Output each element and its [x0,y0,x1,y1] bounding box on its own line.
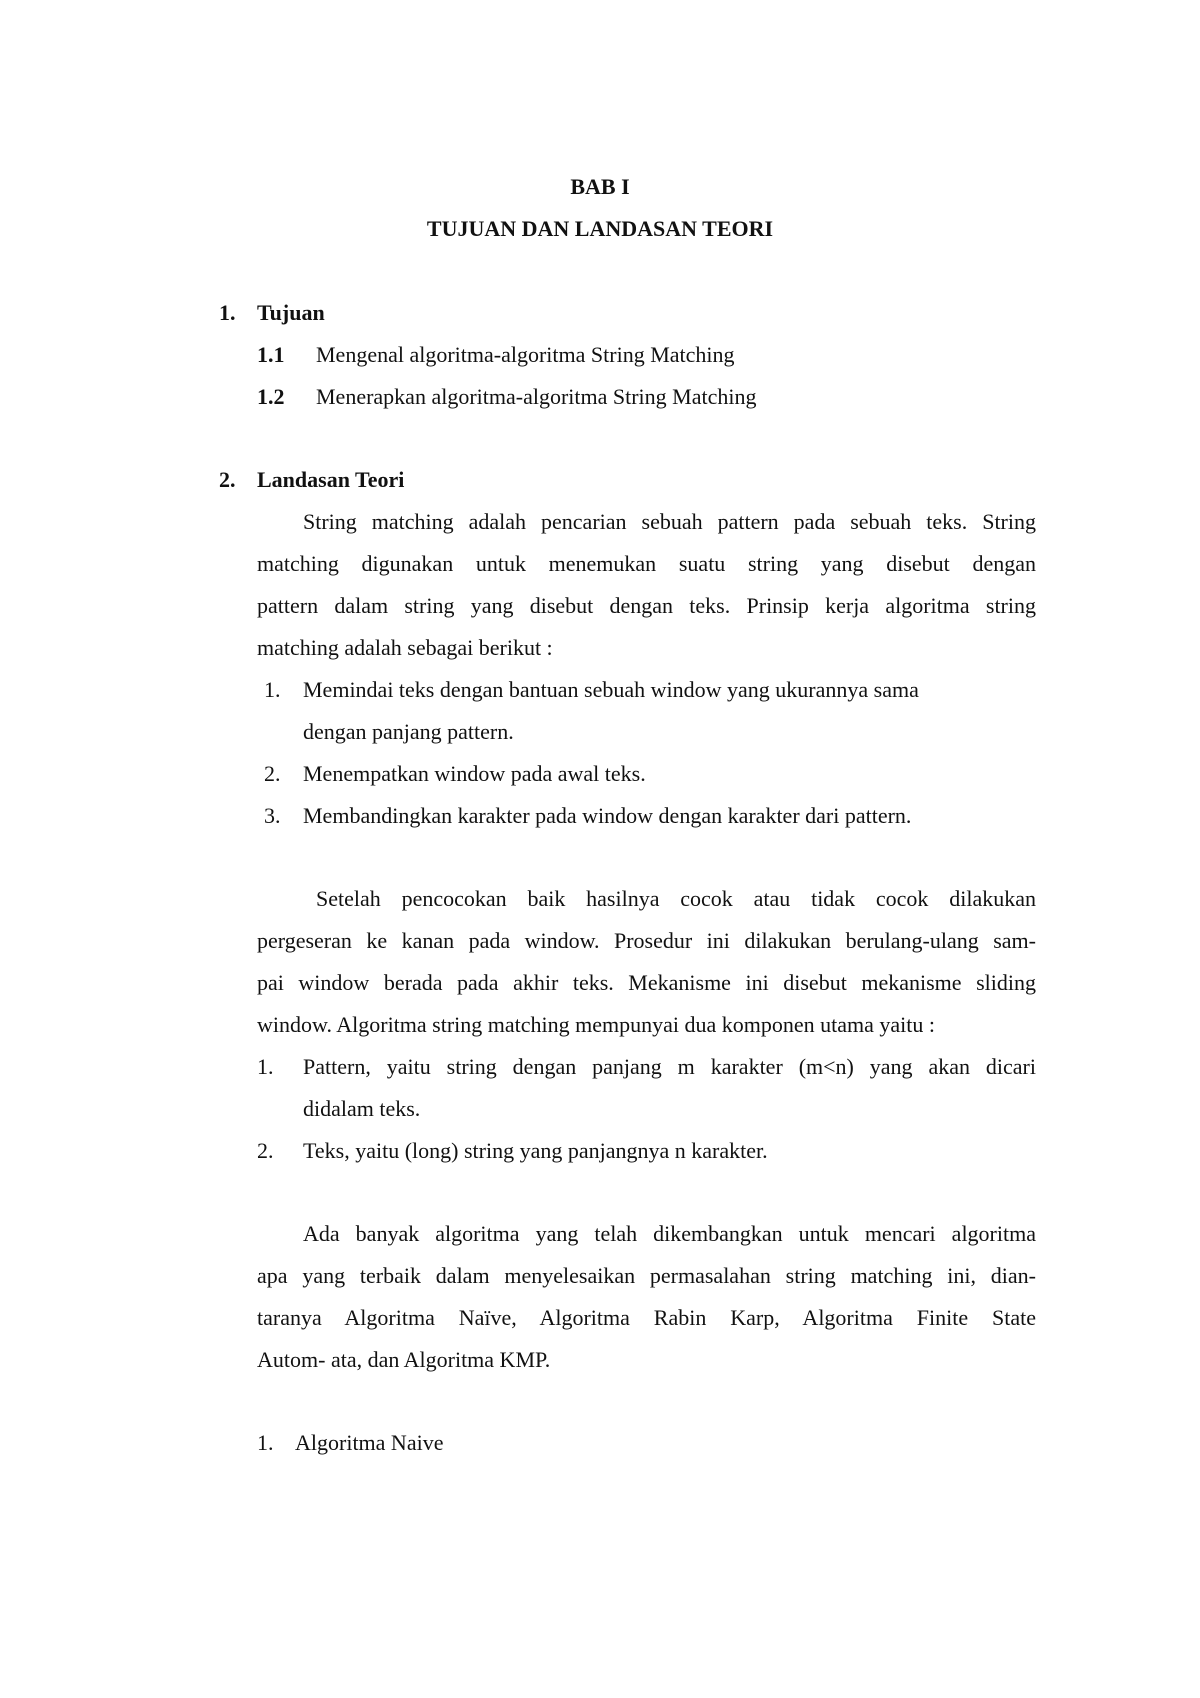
paragraph-line: taranya Algoritma Naïve, Algoritma Rabin Karp, Algoritma Finite State [257,1305,1036,1330]
list-number: 2. [257,1138,274,1163]
list-item-line: dengan panjang pattern. [303,719,514,744]
section1-title: Tujuan [257,300,325,325]
objective-number: 1.2 [257,384,285,409]
paragraph-line: apa yang terbaik dalam menyelesaikan permasalahan string matching ini, dian- [257,1263,1036,1288]
paragraph-line: matching digunakan untuk menemukan suatu string yang disebut dengan [257,551,1036,576]
list-item-line: Membandingkan karakter pada window dengan karakter dari pattern. [303,803,912,828]
chapter-number: BAB I [570,174,630,199]
section2-number: 2. [219,467,236,492]
chapter-title: TUJUAN DAN LANDASAN TEORI [426,216,774,241]
paragraph-line: matching adalah sebagai berikut : [257,635,553,660]
list-item-line: Memindai teks dengan bantuan sebuah window yang ukurannya sama [303,677,919,702]
list-item-line: didalam teks. [303,1096,421,1121]
section1-number: 1. [219,300,236,325]
list-number: 1. [257,1054,274,1079]
paragraph-line: pai window berada pada akhir teks. Mekanisme ini disebut mekanisme sliding [257,970,1036,995]
paragraph-line: window. Algoritma string matching mempunyai dua komponen utama yaitu : [257,1012,936,1037]
paragraph-line: String matching adalah pencarian sebuah pattern pada sebuah teks. String [303,509,1036,534]
section2-title: Landasan Teori [257,467,405,492]
subsection-number: 1. [257,1430,274,1455]
list-number: 3. [264,803,281,828]
paragraph-line: pattern dalam string yang disebut dengan teks. Prinsip kerja algoritma string [257,593,1036,618]
paragraph-line: Autom- ata, dan Algoritma KMP. [257,1347,551,1372]
list-item-line: Menempatkan window pada awal teks. [303,761,646,786]
paragraph-line: pergeseran ke kanan pada window. Prosedur ini dilakukan berulang-ulang sam- [257,928,1036,953]
list-number: 2. [264,761,281,786]
objective-text: Mengenal algoritma-algoritma String Matching [316,342,735,367]
paragraph-line: Setelah pencocokan baik hasilnya cocok atau tidak cocok dilakukan [316,886,1036,911]
objective-number: 1.1 [257,342,285,367]
list-item-line: Pattern, yaitu string dengan panjang m karakter (m<n) yang akan dicari [303,1054,1036,1079]
objective-text: Menerapkan algoritma-algoritma String Matching [316,384,757,409]
list-number: 1. [264,677,281,702]
list-item-line: Teks, yaitu (long) string yang panjangnya n karakter. [303,1138,768,1163]
subsection-title: Algoritma Naive [295,1430,444,1455]
paragraph-line: Ada banyak algoritma yang telah dikembangkan untuk mencari algoritma [303,1221,1036,1246]
